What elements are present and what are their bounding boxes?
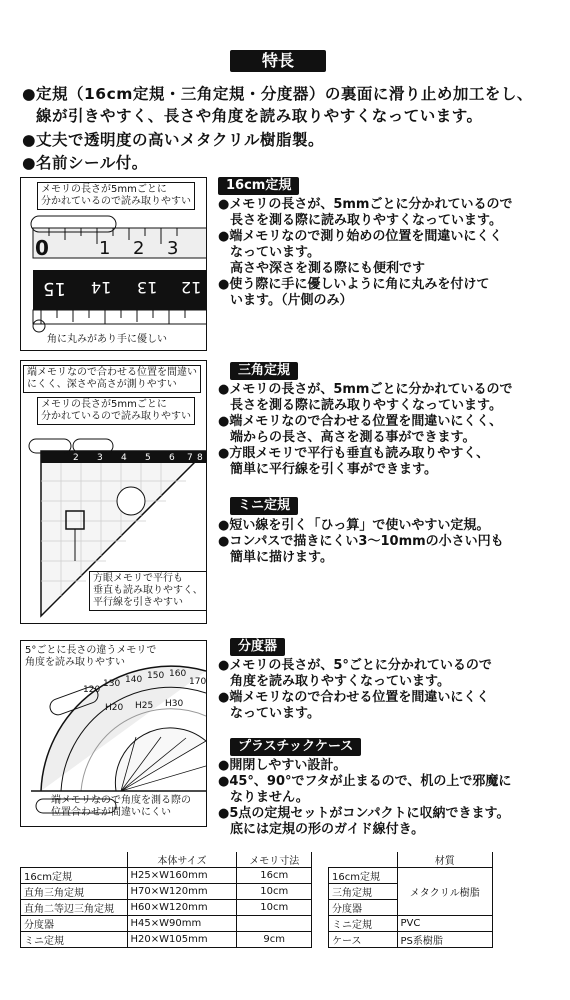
table-row: ミニ定規 H20×W105mm 9cm: [21, 932, 312, 948]
table-row: ケース PS系樹脂: [329, 932, 493, 948]
table-row: 直角二等辺三角定規 H60×W120mm 10cm: [21, 900, 312, 916]
feature-line-3: ●名前シール付。: [22, 154, 148, 172]
feature-line-2: ●丈夫で透明度の高いメタクリル樹脂製。: [22, 131, 325, 149]
triangle-callout-bottom: 方眼メモリで平行も 垂直も読み取りやすく、 平行線を引きやすい: [89, 571, 207, 611]
triangle-tick-4: 4: [121, 453, 127, 463]
feature-line-1b: 線が引きやすく、長さや角度を読み取りやすくなっています。: [36, 107, 483, 125]
table-row: 16cm定規 メタクリル樹脂: [329, 868, 493, 884]
case-description: ●開閉しやすい設計。 ●45°、90°でフタが止まるので、机の上で邪魔に なりません。 ●5点の定規セットがコンパクトに収納できます。 底には定規の形のガイド線付き。: [218, 758, 512, 837]
ruler16-tick-1: 1: [99, 238, 111, 259]
triangle-tick-6: 6: [169, 453, 175, 463]
protractor-mark-h25: H25: [135, 701, 154, 711]
ruler16-tick-12: 12: [181, 278, 202, 297]
protractor-tick-170: 170: [189, 677, 207, 687]
table-row: 直角三角定規 H70×W120mm 10cm: [21, 884, 312, 900]
protractor-tick-140: 140: [125, 675, 143, 685]
ruler16-heading: 16cm定規: [218, 177, 299, 195]
ruler16-callout-top: メモリの長さが5mmごとに 分かれているので読み取りやすい: [37, 182, 195, 210]
protractor-tick-130: 130: [103, 679, 121, 689]
mini-heading: ミニ定規: [230, 497, 298, 515]
material-table: [328, 852, 493, 948]
triangle-heading: 三角定規: [230, 362, 298, 380]
size-table-header: 本体サイズ メモリ寸法: [21, 852, 312, 868]
protractor-description: ●メモリの長さが、5°ごとに分かれているので 角度を読み取りやすくなっています。 ●端メモリなので合わせる位置を間違いにくく なっています。: [218, 658, 492, 721]
triangle-callout-mid: メモリの長さが5mmごとに 分かれているので読み取りやすい: [37, 397, 195, 425]
table-row: 16cm定規 H25×W160mm 16cm: [21, 868, 312, 884]
protractor-heading: 分度器: [230, 638, 285, 656]
ruler16-tick-13: 13: [137, 278, 158, 297]
ruler16-tick-15: 15: [43, 278, 66, 299]
ruler16-illustration: [20, 177, 207, 351]
protractor-tick-120: 120: [83, 685, 101, 695]
triangle-tick-5: 5: [145, 453, 151, 463]
protractor-tick-150: 150: [147, 671, 165, 681]
triangle-description: ●メモリの長さが、5mmごとに分かれているので 長さを測る際に読み取りやすくなっています。 ●端メモリなので合わせる位置を間違いにくく、 端からの長さ、高さを測る事ができます。 ●方眼メモリで平行も垂直も読み取りやすく、 簡単に平行線を引く事ができます。: [218, 382, 513, 477]
protractor-callout-bottom: 端メモリなので角度を測る際の 位置合わせが間違いにくい: [51, 795, 191, 818]
protractor-callout-top: 5°ごとに長さの違うメモリで 角度を読み取りやすい: [25, 645, 157, 668]
case-heading: プラスチックケース: [230, 738, 361, 756]
ruler16-tick-14: 14: [91, 278, 112, 297]
triangle-tick-8: 8: [197, 453, 203, 463]
ruler16-tick-0: 0: [35, 236, 49, 260]
triangle-tick-2: 2: [73, 453, 79, 463]
features-title: 特長: [230, 50, 326, 72]
triangle-tick-7: 7: [187, 453, 193, 463]
mini-description: ●短い線を引く「ひっ算」で使いやすい定規。 ●コンパスで描きにくい3〜10mmの小さい円も 簡単に描けます。: [218, 518, 504, 565]
ruler16-tick-2: 2: [133, 238, 145, 259]
table-row: 分度器 H45×W90mm: [21, 916, 312, 932]
ruler16-callout-bottom: 角に丸みがあり手に優しい: [47, 334, 167, 345]
size-table: [20, 852, 312, 948]
table-row: 分度器: [329, 900, 493, 916]
ruler16-description: ●メモリの長さが、5mmごとに分かれているので 長さを測る際に読み取りやすくなっています。 ●端メモリなので測り始めの位置を間違いにくく なっています。 高さや深さを測る際にも便利です ●使う際に手に優しいように角に丸みを付けて います。（片側のみ）: [218, 197, 513, 308]
table-row: ミニ定規 PVC: [329, 916, 493, 932]
ruler16-tick-3: 3: [167, 238, 179, 259]
protractor-mark-h20: H20: [105, 703, 124, 713]
triangle-illustration: [20, 360, 207, 624]
protractor-tick-160: 160: [169, 669, 187, 679]
triangle-callout-top: 端メモリなので合わせる位置を間違い にくく、深さや高さが測りやすい: [23, 365, 201, 393]
protractor-illustration: [20, 640, 207, 827]
triangle-tick-3: 3: [97, 453, 103, 463]
protractor-mark-h30: H30: [165, 699, 184, 709]
material-table-header: 材質: [329, 852, 493, 868]
table-row: 三角定規: [329, 884, 493, 900]
feature-line-1a: ●定規（16cm定規・三角定規・分度器）の裏面に滑り止め加工をし、: [22, 85, 533, 103]
